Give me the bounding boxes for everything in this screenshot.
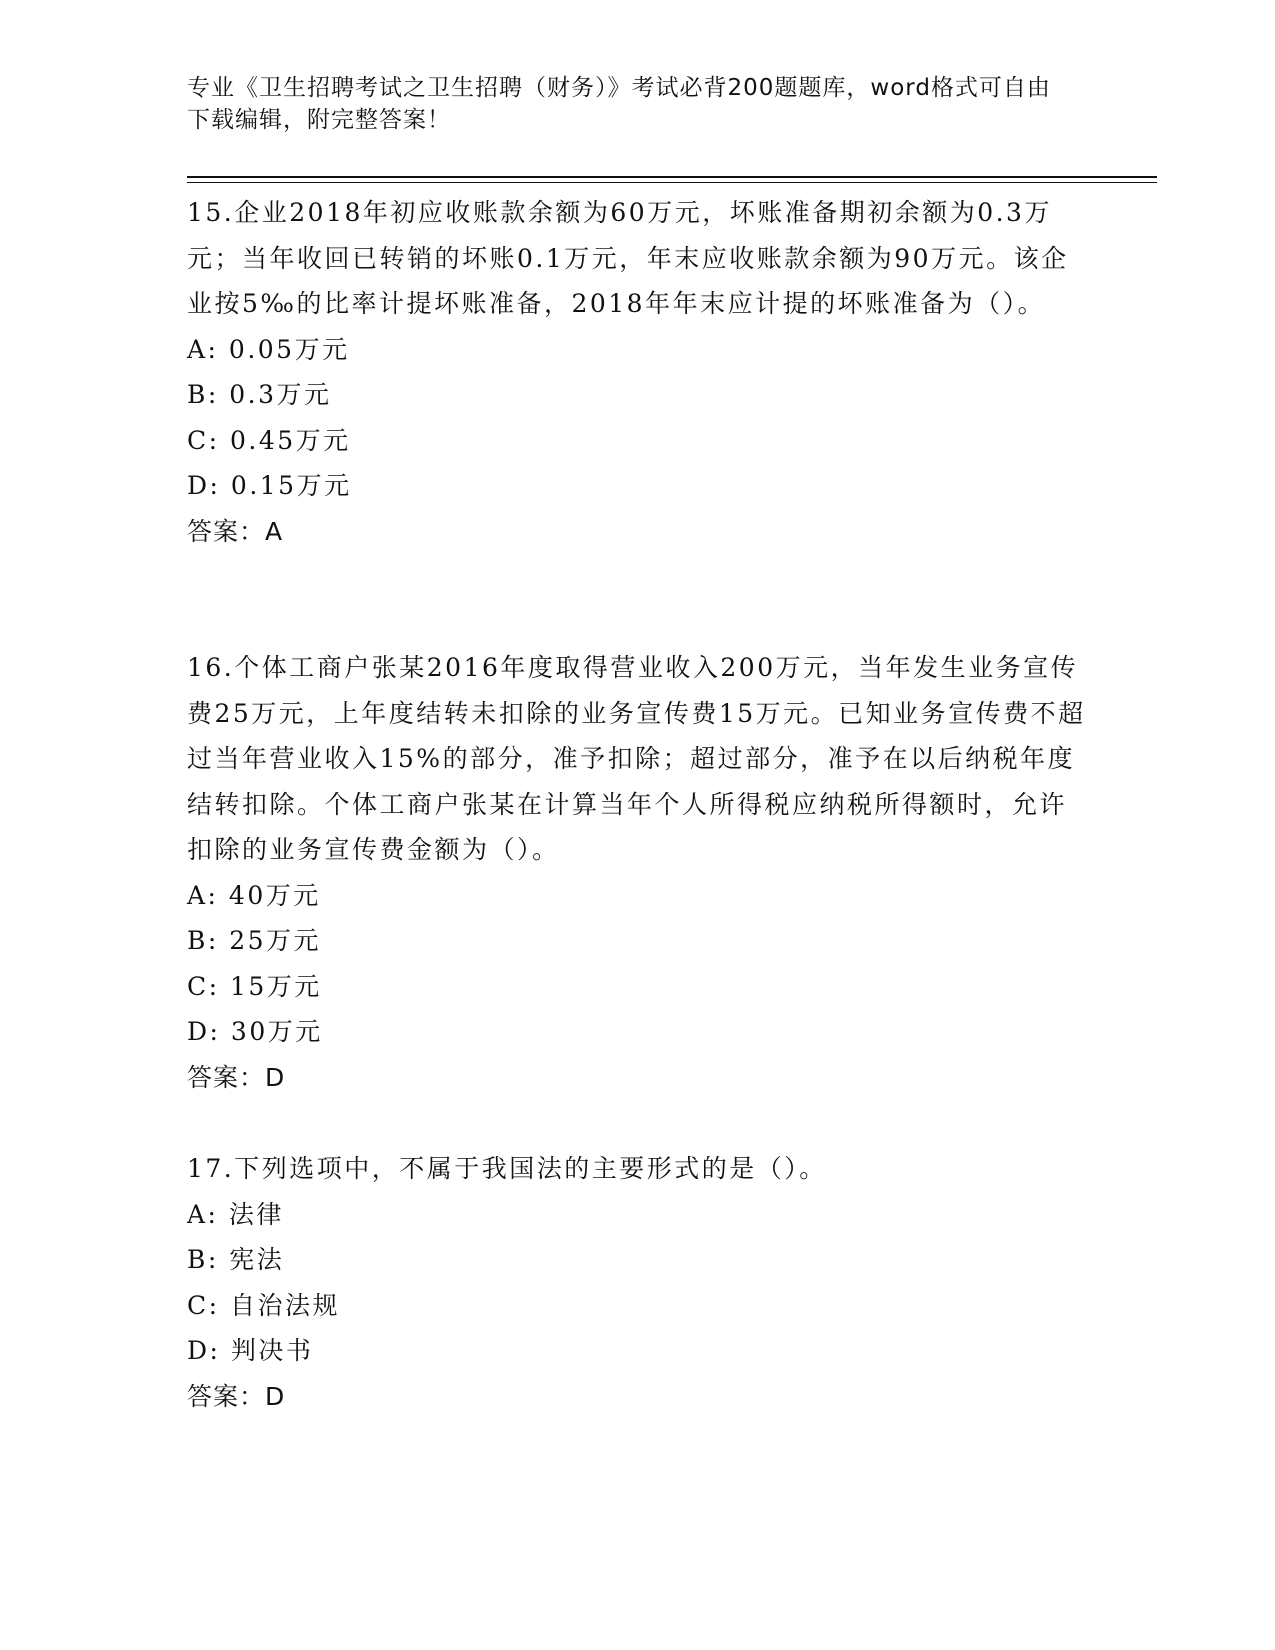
page-header: 专业《卫生招聘考试之卫生招聘（财务）》考试必背200题题库，word格式可自由下载编辑，附完整答案！ [187,75,1051,133]
header-divider-thin [187,182,1157,183]
question-stem: 16.个体工商户张某2016年度取得营业收入200万元，当年发生业务宣传费25万元，上年度结转未扣除的业务宣传费15万元。已知业务宣传费不超过当年营业收入15%的部分，准予扣除；超过部分，准予在以后纳税年度结转扣除。个体工商户张某在计算当年个人所得税应纳税所得额时，允许扣除的业务宣传费金额为（）。 [187,653,1086,864]
option-a: A: 0.05万元 [187,334,350,364]
question-stem: 17.下列选项中，不属于我国法的主要形式的是（）。 [187,1154,827,1183]
header-divider-thick [187,176,1157,178]
option-d: D: 0.15万元 [187,471,352,500]
option-c: C: 自治法规 [187,1290,340,1320]
answer: 答案：D [187,1062,286,1092]
answer: 答案：A [187,516,284,546]
question-16 [187,645,1087,1100]
option-d: D: 30万元 [187,1017,323,1046]
option-c: C: 0.45万元 [187,425,351,455]
option-a: A: 40万元 [187,880,321,910]
option-b: B: 25万元 [187,926,322,955]
option-a: A: 法律 [187,1199,284,1229]
question-15 [187,190,1087,554]
option-c: C: 15万元 [187,971,322,1001]
option-b: B: 0.3万元 [187,380,332,409]
option-d: D: 判决书 [187,1336,314,1365]
question-17 [187,1146,1087,1419]
option-b: B: 宪法 [187,1245,285,1274]
answer: 答案：D [187,1381,286,1411]
question-stem: 15.企业2018年初应收账款余额为60万元，坏账准备期初余额为0.3万元；当年收回已转销的坏账0.1万元，年末应收账款余额为90万元。该企业按5‰的比率计提坏账准备，2018年年末应计提的坏账准备为（）。 [187,198,1069,318]
